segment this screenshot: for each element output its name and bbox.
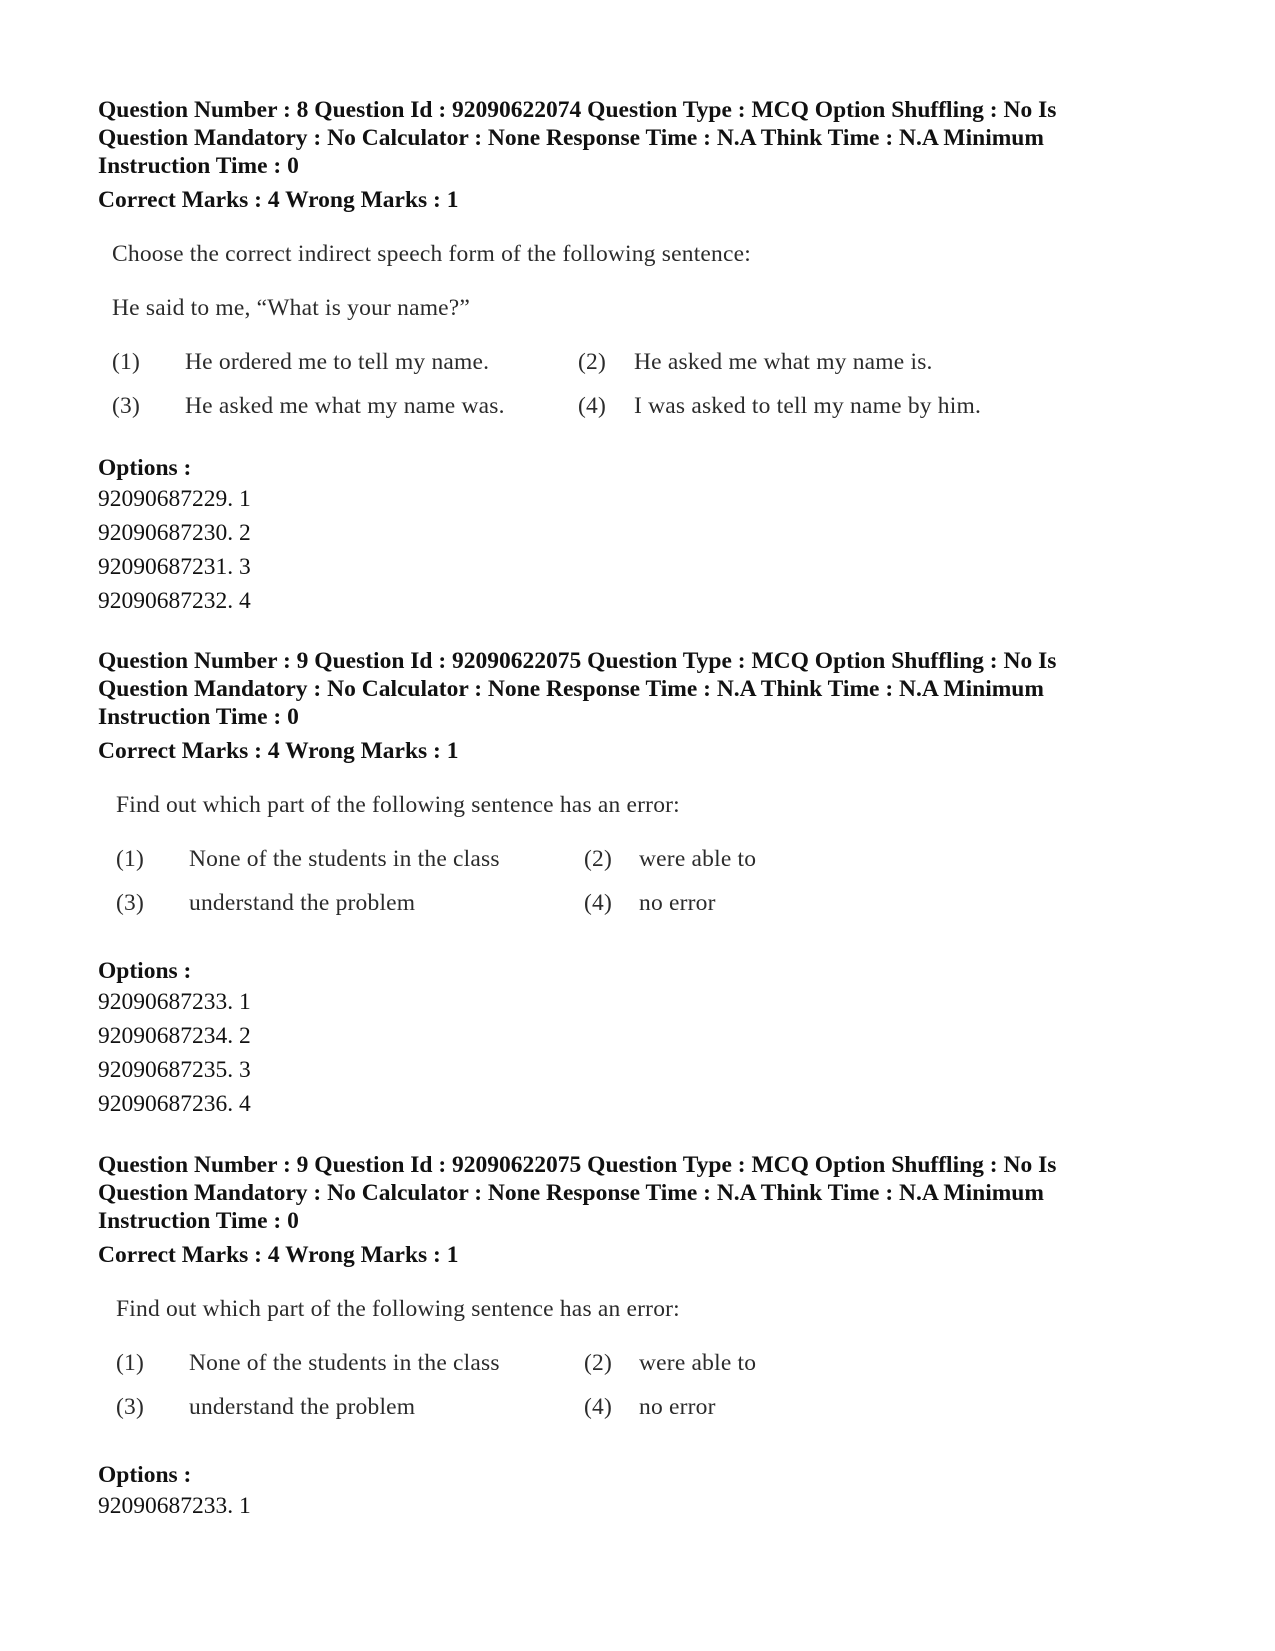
option-item: 92090687232. 4: [98, 588, 251, 614]
choice-text: He asked me what my name is.: [634, 348, 933, 375]
question-marks: Correct Marks : 4 Wrong Marks : 1: [98, 187, 459, 213]
option-item: 92090687231. 3: [98, 554, 251, 580]
choice-text: no error: [639, 889, 716, 916]
choice-row: [116, 837, 1178, 881]
question-meta: Question Number : 9 Question Id : 92090622075 Question Type : MCQ Option Shuffling : No Is Question Mandatory : No Calculator : None Response Time : N.A Think Time : N.A Minimum Instruction Time : 0: [98, 1152, 1057, 1234]
choice-number: (1): [116, 845, 145, 872]
options-heading: Options :: [98, 958, 192, 984]
choice-number: (2): [578, 348, 607, 375]
question-quote: He said to me, “What is your name?”: [112, 295, 471, 321]
question-meta: Question Number : 8 Question Id : 92090622074 Question Type : MCQ Option Shuffling : No Is Question Mandatory : No Calculator : None Response Time : N.A Think Time : N.A Minimum Instruction Time : 0: [98, 97, 1057, 179]
question-stem: Find out which part of the following sentence has an error:: [116, 1296, 680, 1322]
question-marks: Correct Marks : 4 Wrong Marks : 1: [98, 738, 459, 764]
choice-row: [112, 384, 1178, 428]
choice-text: I was asked to tell my name by him.: [634, 392, 982, 419]
choice-number: (3): [116, 889, 145, 916]
choice-number: (3): [112, 392, 141, 419]
choice-number: (1): [112, 348, 141, 375]
choice-text: were able to: [639, 1349, 757, 1376]
choice-number: (1): [116, 1349, 145, 1376]
options-heading: Options :: [98, 1462, 192, 1488]
option-item: 92090687233. 1: [98, 989, 251, 1015]
question-stem: Find out which part of the following sentence has an error:: [116, 792, 680, 818]
choice-text: He asked me what my name was.: [185, 392, 505, 419]
options-heading: Options :: [98, 455, 192, 481]
choice-number: (4): [584, 1393, 613, 1420]
choice-number: (2): [584, 1349, 613, 1376]
option-item: 92090687234. 2: [98, 1023, 251, 1049]
choice-text: He ordered me to tell my name.: [185, 348, 490, 375]
option-item: 92090687229. 1: [98, 486, 251, 512]
choice-row: [116, 1341, 1178, 1385]
option-item: 92090687230. 2: [98, 520, 251, 546]
option-item: 92090687233. 1: [98, 1493, 251, 1519]
question-block: [98, 647, 1178, 1121]
option-item: 92090687236. 4: [98, 1091, 251, 1117]
question-block: [98, 96, 1178, 618]
question-block: [98, 1151, 1178, 1523]
choice-text: were able to: [639, 845, 757, 872]
choice-row: [116, 881, 1178, 925]
choice-row: [116, 1385, 1178, 1429]
question-stem: Choose the correct indirect speech form of the following sentence:: [112, 241, 751, 267]
question-marks: Correct Marks : 4 Wrong Marks : 1: [98, 1242, 459, 1268]
choice-text: None of the students in the class: [189, 1349, 500, 1376]
question-content: [112, 240, 1178, 428]
question-meta: Question Number : 9 Question Id : 92090622075 Question Type : MCQ Option Shuffling : No Is Question Mandatory : No Calculator : None Response Time : N.A Think Time : N.A Minimum Instruction Time : 0: [98, 648, 1057, 730]
choice-number: (3): [116, 1393, 145, 1420]
question-content: [116, 791, 1178, 925]
question-content: [116, 1295, 1178, 1429]
choice-number: (2): [584, 845, 613, 872]
choice-text: no error: [639, 1393, 716, 1420]
choice-text: None of the students in the class: [189, 845, 500, 872]
choice-text: understand the problem: [189, 1393, 416, 1420]
choice-number: (4): [578, 392, 607, 419]
choice-number: (4): [584, 889, 613, 916]
choice-row: [112, 340, 1178, 384]
option-item: 92090687235. 3: [98, 1057, 251, 1083]
choice-text: understand the problem: [189, 889, 416, 916]
